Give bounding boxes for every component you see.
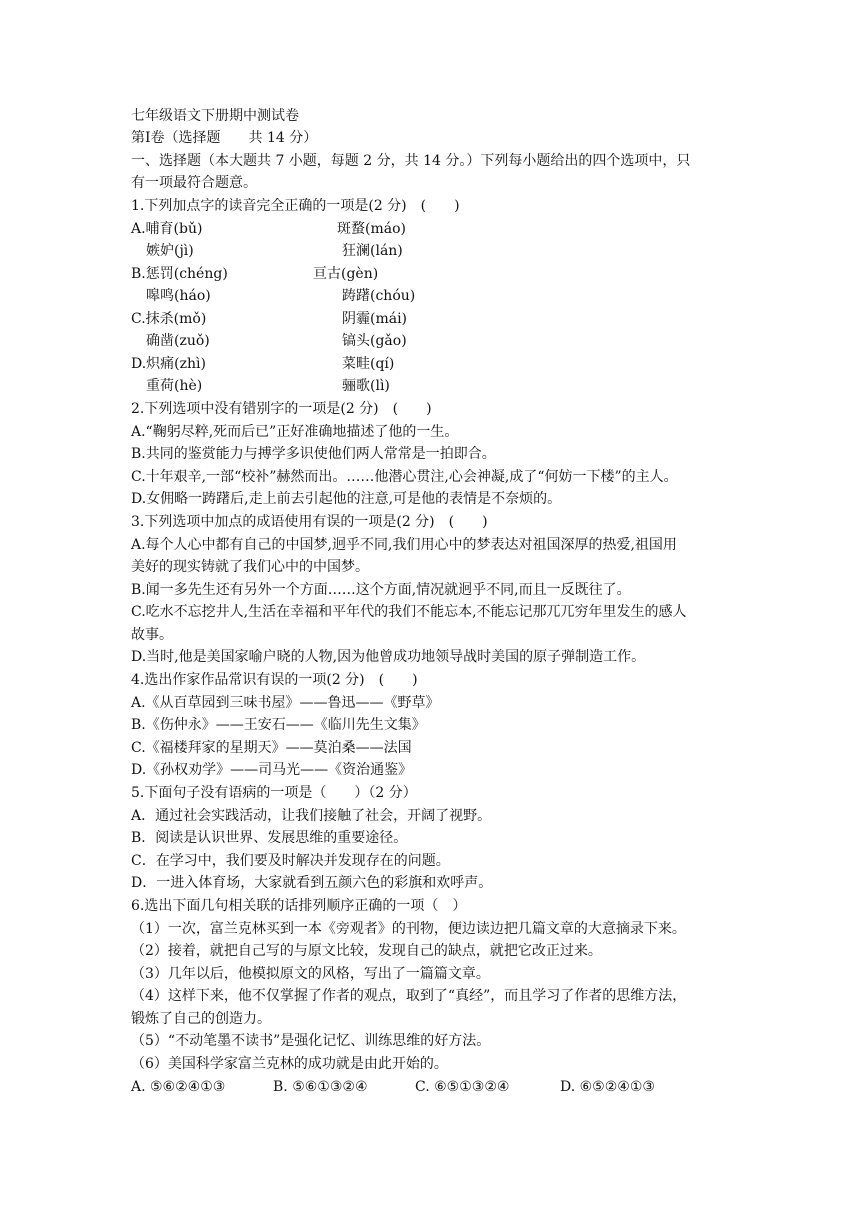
question-6-stem: 6.选出下面几句相关联的话排列顺序正确的一项（ ）	[131, 898, 467, 914]
q2-option-b: B.共同的鉴赏能力与搏学多识使他们两人常常是一拍即合。	[131, 446, 496, 462]
q1-option-b-right: 亘古(gèn)	[313, 266, 379, 282]
q1-option-c-left-2: 确凿(zuǒ)	[146, 333, 210, 349]
q2-option-c: C.十年艰辛,一部“校补”赫然而出。……他潜心贯注,心会神凝,成了“何妨一下楼”的主人。	[131, 469, 678, 485]
q4-option-d: D.《孙权劝学》——司马光——《资治通鉴》	[131, 762, 413, 778]
q1-option-a-right-2: 狂澜(lán)	[342, 243, 403, 259]
instructions-line: 一、选择题（本大题共 7 小题，每题 2 分，共 14 分。）下列每小题给出的四个选项中，只	[131, 153, 691, 169]
q3-line: A.每个人心中都有自己的中国梦,迥乎不同,我们用心中的梦表达对祖国深厚的热爱,祖国用	[131, 537, 677, 553]
q6-sentence: （6）美国科学家富兰克林的成功就是由此开始的。	[131, 1056, 448, 1072]
q3-line: 美好的现实铸就了我们心中的中国梦。	[131, 559, 369, 575]
q4-option-c: C.《福楼拜家的星期天》——莫泊桑——法国	[131, 740, 412, 756]
q6-choice-a: A. ⑤⑥②④①③	[131, 1079, 226, 1095]
q5-option-b: B．阅读是认识世界、发展思维的重要途径。	[131, 830, 408, 846]
q1-option-a-right: 斑蝥(máo)	[337, 221, 406, 237]
q6-sentence: 锻炼了自己的创造力。	[131, 1011, 271, 1027]
q6-sentence: （1）一次，富兰克林买到一本《旁观者》的刊物，便边读边把几篇文章的大意摘录下来。	[131, 921, 686, 937]
question-2-stem: 2.下列选项中没有错别字的一项是(2 分) ( )	[131, 401, 432, 417]
q6-sentence: （3）几年以后，他模拟原文的风格，写出了一篇篇文章。	[131, 966, 490, 982]
q3-line: D.当时,他是美国家喻户晓的人物,因为他曾成功地领导战时美国的原子弹制造工作。	[131, 649, 646, 665]
q6-sentence: （2）接着，就把自己写的与原文比较，发现自己的缺点，就把它改正过来。	[131, 943, 602, 959]
q1-option-c-right: 阴霾(mái)	[342, 311, 408, 327]
question-5-stem: 5.下面句子没有语病的一项是（ ）（2 分）	[131, 785, 417, 801]
instructions-line: 有一项最符合题意。	[131, 175, 257, 191]
q4-option-b: B.《伤仲永》——王安石——《临川先生文集》	[131, 717, 426, 733]
q1-option-c-left: C.抹杀(mǒ)	[131, 311, 207, 327]
q5-option-c: C．在学习中，我们要及时解决并发现存在的问题。	[131, 853, 450, 869]
q5-option-a: A．通过社会实践活动，让我们接触了社会，开阔了视野。	[131, 808, 492, 824]
q2-option-a: A.“鞠躬尽粹,死而后已”正好准确地描述了他的一生。	[131, 424, 459, 440]
document-title: 七年级语文下册期中测试卷	[131, 108, 299, 124]
q5-option-d: D．一进入体育场，大家就看到五颜六色的彩旗和欢呼声。	[131, 875, 493, 891]
q6-choice-c: C. ⑥⑤①③②④	[415, 1079, 510, 1095]
section-heading: 第Ⅰ卷（选择题 共 14 分）	[131, 130, 318, 146]
q3-line: 故事。	[131, 627, 173, 643]
q6-sentence: （4）这样下来，他不仅掌握了作者的观点，取到了“真经”，而且学习了作者的思维方法，	[131, 988, 687, 1004]
q1-option-d-right-2: 骊歌(lì)	[342, 378, 390, 394]
q1-option-d-right: 菜畦(qí)	[342, 356, 395, 372]
q3-line: C.吃水不忘挖井人,生活在幸福和平年代的我们不能忘本,不能忘记那兀兀穷年里发生的感人	[131, 604, 687, 620]
q3-line: B.闻一多先生还有另外一个方面……这个方面,情况就迥乎不同,而且一反既往了。	[131, 582, 631, 598]
q1-option-c-right-2: 镐头(gǎo)	[342, 333, 407, 349]
q1-option-b-right-2: 踌躇(chóu)	[342, 288, 416, 304]
q1-option-d-left: D.炽痛(zhì)	[131, 356, 206, 372]
question-1-stem: 1.下列加点字的读音完全正确的一项是(2 分) ( )	[131, 198, 460, 214]
question-3-stem: 3.下列选项中加点的成语使用有误的一项是(2 分) ( )	[131, 514, 488, 530]
q1-option-b-left-2: 嗥鸣(háo)	[146, 288, 211, 304]
q1-option-a-left-2: 嫉妒(jì)	[146, 243, 194, 259]
q2-option-d: D.女佣略一踌躇后,走上前去引起他的注意,可是他的表情是不奈烦的。	[131, 491, 562, 507]
q6-choice-d: D. ⑥⑤②④①③	[560, 1079, 655, 1095]
q1-option-a-left: A.哺育(bǔ)	[131, 221, 203, 237]
question-4-stem: 4.选出作家作品常识有误的一项(2 分) ( )	[131, 672, 418, 688]
q6-choice-b: B. ⑤⑥①③②④	[273, 1079, 368, 1095]
q1-option-b-left: B.惩罚(chéng)	[131, 266, 228, 282]
q1-option-d-left-2: 重荷(hè)	[146, 378, 203, 394]
q6-sentence: （5）“不动笔墨不读书”是强化记忆、训练思维的好方法。	[131, 1033, 491, 1049]
q4-option-a: A.《从百草园到三味书屋》——鲁迅——《野草》	[131, 695, 440, 711]
